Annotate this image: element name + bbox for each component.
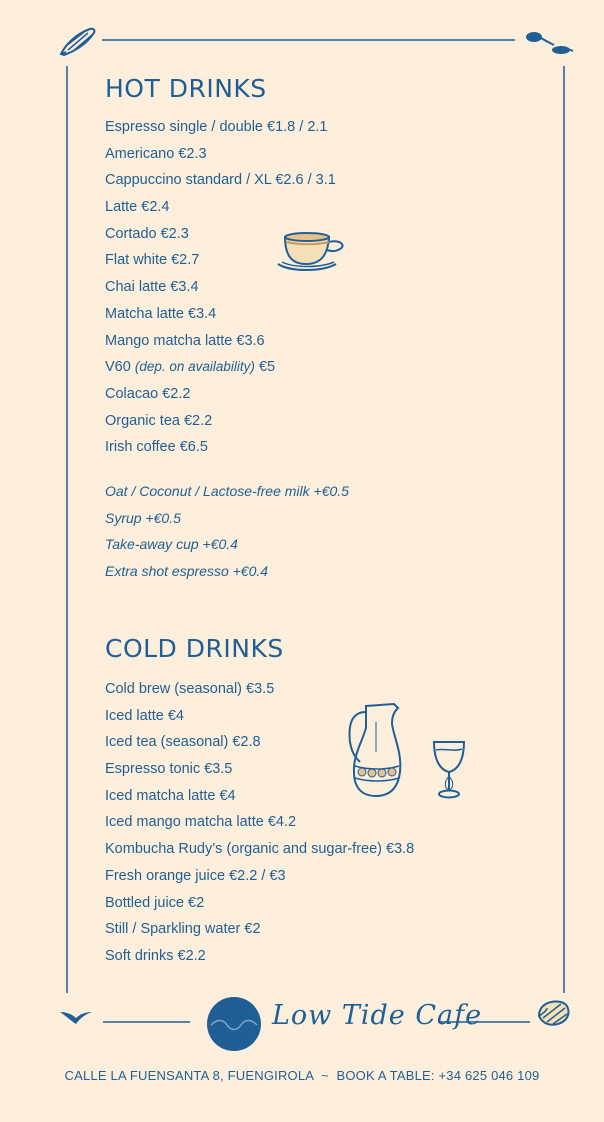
menu-item: Colacao €2.2 [105,385,191,402]
menu-item: Chai latte €3.4 [105,279,199,296]
extra-item: Syrup +€0.5 [105,509,181,526]
item-name: V60 [105,359,135,376]
menu-item: Soft drinks €2.2 [105,947,206,964]
coffee-cup-icon [276,228,350,274]
menu-item: Flat white €2.7 [105,252,200,269]
extra-item: Oat / Coconut / Lactose-free milk +€0.5 [105,483,349,499]
menu-item: Irish coffee €6.5 [105,439,208,456]
menu-item: Americano €2.3 [105,145,207,162]
wine-glass-icon [430,738,468,800]
menu-item: Espresso single / double €1.8 / 2.1 [105,119,328,135]
sunglasses-icon [524,29,574,57]
menu-item: Iced matcha latte €4 [105,787,236,804]
menu-item: Cortado €2.3 [105,225,189,242]
cold-drinks-list [105,679,565,973]
menu-item: Still / Sparkling water €2 [105,921,261,938]
footer-booking[interactable]: BOOK A TABLE: +34 625 046 109 [336,1068,540,1083]
shell-icon [58,26,98,58]
menu-item: Cold brew (seasonal) €3.5 [105,681,275,697]
footer-separator: ~ [321,1068,329,1083]
menu-item [105,357,565,384]
hot-drinks-title: HOT DRINKS [105,74,267,103]
cold-drinks-title: COLD DRINKS [105,634,284,663]
item-price: €5 [254,359,276,376]
menu-item: Fresh orange juice €2.2 / €3 [105,867,286,884]
menu-item: Mango matcha latte €3.6 [105,332,265,349]
footer-address: CALLE LA FUENSANTA 8, FUENGIROLA [64,1068,314,1083]
cafe-logo-text: Low Tide Cafe [272,1000,483,1031]
menu-item: Organic tea €2.2 [105,412,213,429]
wave-logo-icon [205,995,263,1053]
item-note: (dep. on availability) [134,359,255,375]
menu-item: Cappuccino standard / XL €2.6 / 3.1 [105,172,336,189]
menu-item: Iced mango matcha latte €4.2 [105,814,297,831]
extra-item: Extra shot espresso +€0.4 [105,563,269,580]
seashell-icon [535,998,571,1030]
footer-contact [0,1068,604,1083]
jug-icon [346,702,408,800]
menu-item: Latte €2.4 [105,199,170,216]
hot-extras-list [105,481,565,588]
bird-icon [58,1008,94,1028]
menu-item: Kombucha Rudy’s (organic and sugar-free) €3.8 [105,841,415,858]
menu-item: Iced latte €4 [105,707,184,724]
menu-item: Matcha latte €3.4 [105,305,217,322]
menu-item: Bottled juice €2 [105,894,205,911]
menu-item: Espresso tonic €3.5 [105,761,233,778]
menu-item: Iced tea (seasonal) €2.8 [105,734,261,751]
extra-item: Take-away cup +€0.4 [105,536,238,553]
hot-drinks-list [105,117,565,464]
